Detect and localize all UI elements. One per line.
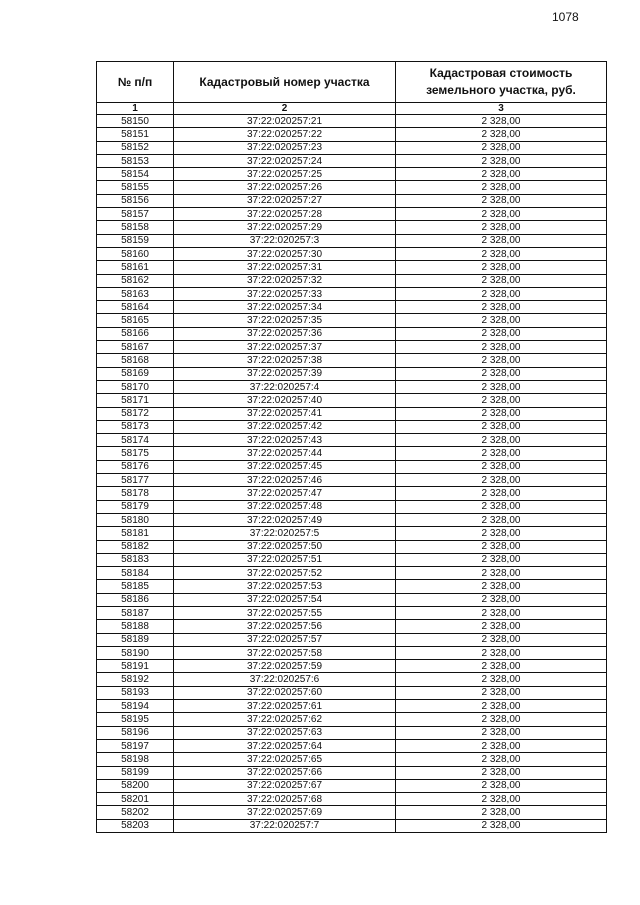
row-number-cell: 58151 (97, 128, 174, 141)
cadastral-value-cell: 2 328,00 (396, 115, 607, 128)
table-row (97, 540, 607, 553)
cadastral-value-cell: 2 328,00 (396, 341, 607, 354)
table-row (97, 115, 607, 128)
cadastral-value-cell: 2 328,00 (396, 394, 607, 407)
cadastral-number-cell: 37:22:020257:44 (174, 447, 396, 460)
table-row (97, 673, 607, 686)
cadastral-number-cell: 37:22:020257:50 (174, 540, 396, 553)
header-row-number: № п/п (97, 62, 174, 103)
cadastral-number-cell: 37:22:020257:51 (174, 553, 396, 566)
cadastral-value-cell: 2 328,00 (396, 168, 607, 181)
table-row (97, 367, 607, 380)
cadastral-number-cell: 37:22:020257:63 (174, 726, 396, 739)
table-row (97, 234, 607, 247)
table-row (97, 128, 607, 141)
row-number-cell: 58166 (97, 327, 174, 340)
table-row (97, 434, 607, 447)
row-number-cell: 58175 (97, 447, 174, 460)
cadastral-number-cell: 37:22:020257:34 (174, 301, 396, 314)
table-header-row (97, 62, 607, 103)
row-number-cell: 58192 (97, 673, 174, 686)
row-number-cell: 58159 (97, 234, 174, 247)
cadastral-value-cell: 2 328,00 (396, 434, 607, 447)
cadastral-value-cell: 2 328,00 (396, 580, 607, 593)
row-number-cell: 58163 (97, 287, 174, 300)
cadastral-number-cell: 37:22:020257:41 (174, 407, 396, 420)
cadastral-value-cell: 2 328,00 (396, 540, 607, 553)
cadastral-number-cell: 37:22:020257:67 (174, 779, 396, 792)
row-number-cell: 58152 (97, 141, 174, 154)
cadastral-number-cell: 37:22:020257:65 (174, 753, 396, 766)
cadastral-value-cell: 2 328,00 (396, 779, 607, 792)
cadastral-number-cell: 37:22:020257:37 (174, 341, 396, 354)
cadastral-value-cell: 2 328,00 (396, 593, 607, 606)
cadastral-value-cell: 2 328,00 (396, 646, 607, 659)
cadastral-value-table (96, 61, 607, 833)
row-number-cell: 58150 (97, 115, 174, 128)
page-number: 1078 (552, 10, 579, 24)
row-number-cell: 58187 (97, 606, 174, 619)
row-number-cell: 58181 (97, 527, 174, 540)
cadastral-number-cell: 37:22:020257:40 (174, 394, 396, 407)
table-row (97, 766, 607, 779)
cadastral-number-cell: 37:22:020257:4 (174, 380, 396, 393)
table-row (97, 168, 607, 181)
row-number-cell: 58197 (97, 739, 174, 752)
cadastral-number-cell: 37:22:020257:42 (174, 420, 396, 433)
cadastral-number-cell: 37:22:020257:7 (174, 819, 396, 832)
column-number-row (97, 103, 607, 115)
header-cadastral-value: Кадастровая стоимость земельного участка, руб. (396, 62, 607, 103)
cadastral-number-cell: 37:22:020257:28 (174, 208, 396, 221)
cadastral-number-cell: 37:22:020257:55 (174, 606, 396, 619)
table-row (97, 261, 607, 274)
cadastral-number-cell: 37:22:020257:68 (174, 793, 396, 806)
row-number-cell: 58161 (97, 261, 174, 274)
row-number-cell: 58165 (97, 314, 174, 327)
table-row (97, 221, 607, 234)
cadastral-number-cell: 37:22:020257:25 (174, 168, 396, 181)
row-number-cell: 58193 (97, 686, 174, 699)
table-row (97, 593, 607, 606)
header-cadastral-number: Кадастровый номер участка (174, 62, 396, 103)
table-row (97, 420, 607, 433)
row-number-cell: 58203 (97, 819, 174, 832)
table-row (97, 274, 607, 287)
cadastral-value-cell: 2 328,00 (396, 287, 607, 300)
cadastral-value-cell: 2 328,00 (396, 301, 607, 314)
cadastral-value-cell: 2 328,00 (396, 739, 607, 752)
cadastral-number-cell: 37:22:020257:69 (174, 806, 396, 819)
row-number-cell: 58198 (97, 753, 174, 766)
table-row (97, 460, 607, 473)
table-row (97, 713, 607, 726)
cadastral-value-cell: 2 328,00 (396, 460, 607, 473)
cadastral-number-cell: 37:22:020257:21 (174, 115, 396, 128)
cadastral-number-cell: 37:22:020257:46 (174, 474, 396, 487)
cadastral-value-cell: 2 328,00 (396, 700, 607, 713)
cadastral-number-cell: 37:22:020257:58 (174, 646, 396, 659)
cadastral-number-cell: 37:22:020257:39 (174, 367, 396, 380)
cadastral-value-cell: 2 328,00 (396, 673, 607, 686)
table-row (97, 660, 607, 673)
row-number-cell: 58190 (97, 646, 174, 659)
cadastral-value-cell: 2 328,00 (396, 208, 607, 221)
table-row (97, 327, 607, 340)
row-number-cell: 58153 (97, 154, 174, 167)
cadastral-number-cell: 37:22:020257:36 (174, 327, 396, 340)
cadastral-value-cell: 2 328,00 (396, 553, 607, 566)
table-row (97, 567, 607, 580)
cadastral-value-cell: 2 328,00 (396, 128, 607, 141)
cadastral-value-cell: 2 328,00 (396, 367, 607, 380)
cadastral-value-cell: 2 328,00 (396, 274, 607, 287)
cadastral-number-cell: 37:22:020257:53 (174, 580, 396, 593)
table-row (97, 181, 607, 194)
row-number-cell: 58169 (97, 367, 174, 380)
table-row (97, 487, 607, 500)
cadastral-value-cell: 2 328,00 (396, 447, 607, 460)
cadastral-number-cell: 37:22:020257:24 (174, 154, 396, 167)
cadastral-number-cell: 37:22:020257:62 (174, 713, 396, 726)
cadastral-value-cell: 2 328,00 (396, 327, 607, 340)
cadastral-number-cell: 37:22:020257:66 (174, 766, 396, 779)
cadastral-value-cell: 2 328,00 (396, 487, 607, 500)
table-row (97, 341, 607, 354)
table-row (97, 141, 607, 154)
row-number-cell: 58188 (97, 620, 174, 633)
cadastral-number-cell: 37:22:020257:30 (174, 247, 396, 260)
cadastral-value-cell: 2 328,00 (396, 500, 607, 513)
cadastral-value-cell: 2 328,00 (396, 620, 607, 633)
cadastral-value-cell: 2 328,00 (396, 806, 607, 819)
row-number-cell: 58155 (97, 181, 174, 194)
row-number-cell: 58194 (97, 700, 174, 713)
row-number-cell: 58189 (97, 633, 174, 646)
row-number-cell: 58173 (97, 420, 174, 433)
table-row (97, 739, 607, 752)
row-number-cell: 58201 (97, 793, 174, 806)
cadastral-number-cell: 37:22:020257:52 (174, 567, 396, 580)
table-row (97, 527, 607, 540)
table-row (97, 700, 607, 713)
cadastral-value-cell: 2 328,00 (396, 633, 607, 646)
cadastral-value-cell: 2 328,00 (396, 354, 607, 367)
cadastral-number-cell: 37:22:020257:5 (174, 527, 396, 540)
cadastral-value-cell: 2 328,00 (396, 141, 607, 154)
row-number-cell: 58174 (97, 434, 174, 447)
row-number-cell: 58160 (97, 247, 174, 260)
cadastral-number-cell: 37:22:020257:59 (174, 660, 396, 673)
cadastral-value-cell: 2 328,00 (396, 221, 607, 234)
row-number-cell: 58200 (97, 779, 174, 792)
row-number-cell: 58171 (97, 394, 174, 407)
table-row (97, 247, 607, 260)
cadastral-number-cell: 37:22:020257:38 (174, 354, 396, 367)
table-row (97, 580, 607, 593)
row-number-cell: 58179 (97, 500, 174, 513)
cadastral-value-cell: 2 328,00 (396, 766, 607, 779)
cadastral-number-cell: 37:22:020257:45 (174, 460, 396, 473)
table-row (97, 620, 607, 633)
row-number-cell: 58185 (97, 580, 174, 593)
cadastral-value-cell: 2 328,00 (396, 726, 607, 739)
cadastral-number-cell: 37:22:020257:33 (174, 287, 396, 300)
cadastral-value-cell: 2 328,00 (396, 713, 607, 726)
table-row (97, 407, 607, 420)
cadastral-number-cell: 37:22:020257:23 (174, 141, 396, 154)
cadastral-number-cell: 37:22:020257:49 (174, 513, 396, 526)
table-row (97, 606, 607, 619)
row-number-cell: 58191 (97, 660, 174, 673)
cadastral-number-cell: 37:22:020257:64 (174, 739, 396, 752)
table-row (97, 553, 607, 566)
table-row (97, 500, 607, 513)
cadastral-number-cell: 37:22:020257:35 (174, 314, 396, 327)
cadastral-number-cell: 37:22:020257:29 (174, 221, 396, 234)
cadastral-number-cell: 37:22:020257:43 (174, 434, 396, 447)
cadastral-value-cell: 2 328,00 (396, 420, 607, 433)
row-number-cell: 58195 (97, 713, 174, 726)
cadastral-number-cell: 37:22:020257:54 (174, 593, 396, 606)
row-number-cell: 58172 (97, 407, 174, 420)
cadastral-number-cell: 37:22:020257:3 (174, 234, 396, 247)
row-number-cell: 58182 (97, 540, 174, 553)
table-row (97, 779, 607, 792)
row-number-cell: 58177 (97, 474, 174, 487)
cadastral-number-cell: 37:22:020257:32 (174, 274, 396, 287)
table-row (97, 474, 607, 487)
cadastral-value-cell: 2 328,00 (396, 181, 607, 194)
table-row (97, 686, 607, 699)
row-number-cell: 58180 (97, 513, 174, 526)
table-row (97, 646, 607, 659)
table-row (97, 394, 607, 407)
cadastral-value-cell: 2 328,00 (396, 606, 607, 619)
table-row (97, 208, 607, 221)
cadastral-value-cell: 2 328,00 (396, 793, 607, 806)
row-number-cell: 58164 (97, 301, 174, 314)
row-number-cell: 58178 (97, 487, 174, 500)
cadastral-number-cell: 37:22:020257:26 (174, 181, 396, 194)
cadastral-number-cell: 37:22:020257:56 (174, 620, 396, 633)
cadastral-number-cell: 37:22:020257:22 (174, 128, 396, 141)
table-row (97, 753, 607, 766)
table-row (97, 793, 607, 806)
cadastral-number-cell: 37:22:020257:6 (174, 673, 396, 686)
table-row (97, 314, 607, 327)
table-row (97, 806, 607, 819)
row-number-cell: 58196 (97, 726, 174, 739)
row-number-cell: 58170 (97, 380, 174, 393)
cadastral-value-cell: 2 328,00 (396, 567, 607, 580)
row-number-cell: 58157 (97, 208, 174, 221)
cadastral-value-cell: 2 328,00 (396, 380, 607, 393)
cadastral-value-cell: 2 328,00 (396, 154, 607, 167)
cadastral-value-cell: 2 328,00 (396, 234, 607, 247)
cadastral-value-cell: 2 328,00 (396, 314, 607, 327)
row-number-cell: 58158 (97, 221, 174, 234)
cadastral-value-cell: 2 328,00 (396, 247, 607, 260)
cadastral-number-cell: 37:22:020257:31 (174, 261, 396, 274)
cadastral-number-cell: 37:22:020257:27 (174, 194, 396, 207)
cadastral-value-cell: 2 328,00 (396, 407, 607, 420)
cadastral-number-cell: 37:22:020257:57 (174, 633, 396, 646)
column-number-1: 1 (97, 103, 174, 115)
row-number-cell: 58167 (97, 341, 174, 354)
table-body (97, 115, 607, 833)
table-row (97, 513, 607, 526)
cadastral-value-cell: 2 328,00 (396, 474, 607, 487)
row-number-cell: 58183 (97, 553, 174, 566)
row-number-cell: 58168 (97, 354, 174, 367)
row-number-cell: 58176 (97, 460, 174, 473)
cadastral-number-cell: 37:22:020257:61 (174, 700, 396, 713)
cadastral-value-cell: 2 328,00 (396, 194, 607, 207)
cadastral-value-cell: 2 328,00 (396, 686, 607, 699)
row-number-cell: 58186 (97, 593, 174, 606)
row-number-cell: 58162 (97, 274, 174, 287)
row-number-cell: 58154 (97, 168, 174, 181)
table-row (97, 154, 607, 167)
table-row (97, 380, 607, 393)
cadastral-value-cell: 2 328,00 (396, 819, 607, 832)
row-number-cell: 58199 (97, 766, 174, 779)
table-row (97, 726, 607, 739)
cadastral-value-cell: 2 328,00 (396, 753, 607, 766)
table-row (97, 354, 607, 367)
row-number-cell: 58156 (97, 194, 174, 207)
table-row (97, 447, 607, 460)
cadastral-number-cell: 37:22:020257:60 (174, 686, 396, 699)
cadastral-number-cell: 37:22:020257:47 (174, 487, 396, 500)
cadastral-number-cell: 37:22:020257:48 (174, 500, 396, 513)
column-number-3: 3 (396, 103, 607, 115)
row-number-cell: 58184 (97, 567, 174, 580)
cadastral-value-cell: 2 328,00 (396, 660, 607, 673)
cadastral-value-cell: 2 328,00 (396, 261, 607, 274)
table-row (97, 301, 607, 314)
column-number-2: 2 (174, 103, 396, 115)
table-row (97, 194, 607, 207)
cadastral-value-cell: 2 328,00 (396, 513, 607, 526)
cadastral-value-cell: 2 328,00 (396, 527, 607, 540)
row-number-cell: 58202 (97, 806, 174, 819)
table-row (97, 633, 607, 646)
table-row (97, 287, 607, 300)
table-row (97, 819, 607, 832)
